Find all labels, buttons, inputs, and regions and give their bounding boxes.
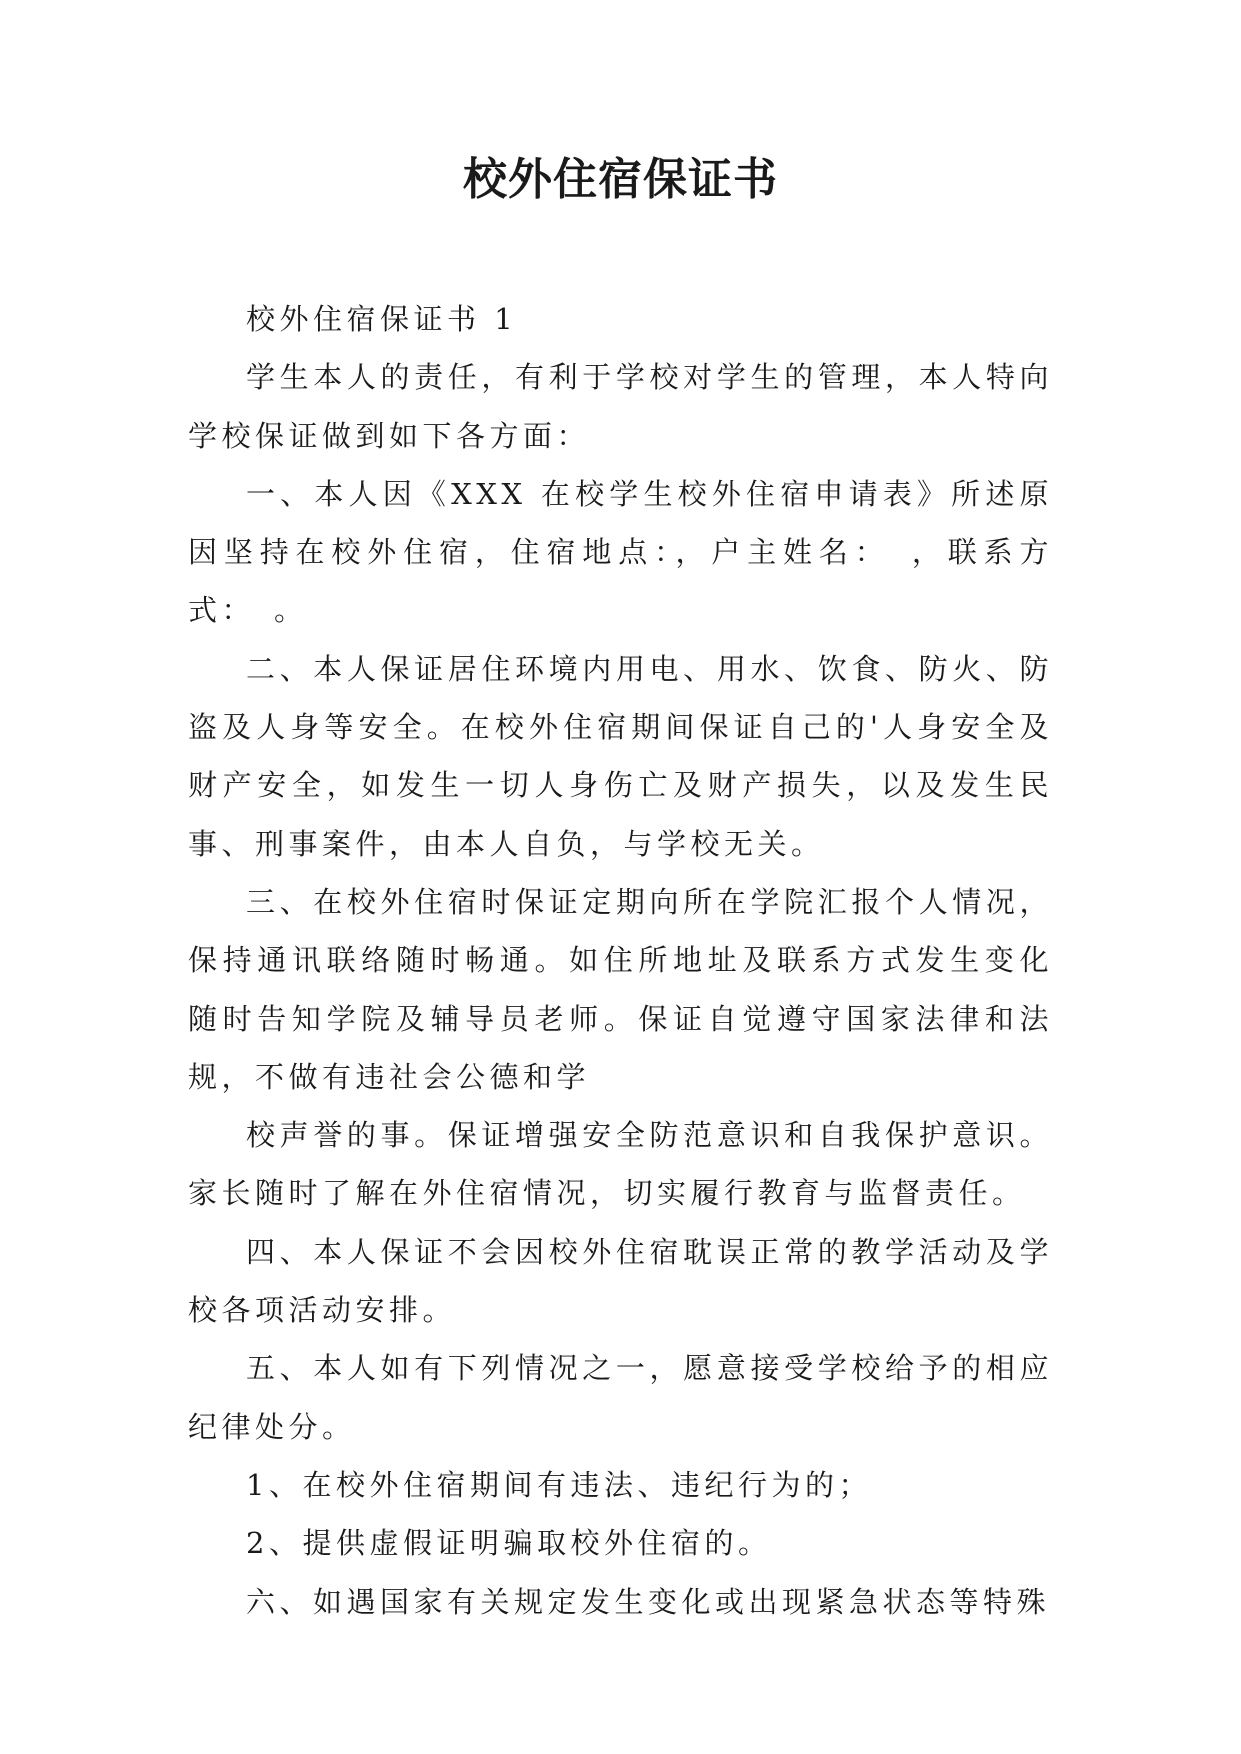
- paragraph-clause-5-item-2: 2、提供虚假证明骗取校外住宿的。: [246, 1526, 772, 1561]
- paragraph-clause-5: 五、本人如有下列情况之一，愿意接受学校给予的相应纪律处分。: [188, 1351, 1053, 1444]
- paragraph-clause-4: 四、本人保证不会因校外住宿耽误正常的教学活动及学校各项活动安排。: [188, 1234, 1053, 1328]
- paragraph-clause-1: 一、本人因《XXX 在校学生校外住宿申请表》所述原因坚持在校外住宿，住宿地点：，户主姓名： ，联系方式： 。: [188, 476, 1053, 628]
- paragraph-clause-3: 三、在校外住宿时保证定期向所在学院汇报个人情况，保持通讯联络随时畅通。如住所地址及联系方式发生变化随时告知学院及辅导员老师。保证自觉遵守国家法律和法规，不做有违社会公德和学: [188, 884, 1053, 1094]
- paragraph-heading: 校外住宿保证书 1: [246, 302, 518, 336]
- paragraph-clause-6: 六、如遇国家有关规定发生变化或出现紧急状态等特殊: [246, 1584, 1051, 1619]
- paragraph-clause-5-item-1: 1、在校外住宿期间有违法、违纪行为的；: [246, 1467, 872, 1502]
- paragraph-clause-3-continued: 校声誉的事。保证增强安全防范意识和自我保护意识。家长随时了解在外住宿情况，切实履行教育与监督责任。: [188, 1118, 1053, 1211]
- paragraph-clause-2: 二、本人保证居住环境内用电、用水、饮食、防火、防盗及人身等安全。在校外住宿期间保证自己的'人身安全及财产安全，如发生一切人身伤亡及财产损失，以及发生民事、刑事案件，由本人自负，与学校无关。: [188, 651, 1053, 861]
- document-body: [188, 290, 1053, 1631]
- paragraph-intro: 学生本人的责任，有利于学校对学生的管理，本人特向学校保证做到如下各方面：: [188, 360, 1053, 453]
- document-title: 校外住宿保证书: [463, 154, 778, 205]
